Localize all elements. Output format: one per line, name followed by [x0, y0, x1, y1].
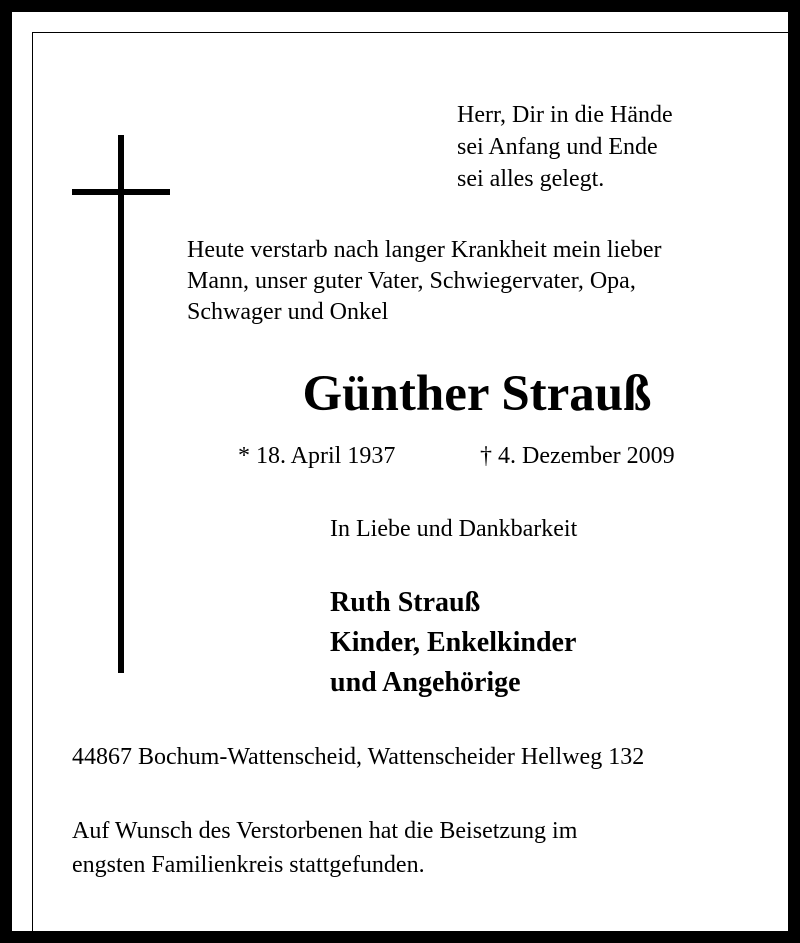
mourner-line: und Angehörige [330, 667, 521, 698]
announcement-line: Heute verstarb nach langer Krankheit mein lieber [187, 237, 662, 263]
death-date: † 4. Dezember 2009 [480, 443, 675, 469]
verse-line: sei alles gelegt. [457, 166, 605, 192]
bible-verse [457, 99, 673, 195]
announcement-line: Schwager und Onkel [187, 299, 389, 325]
mourner-line: Ruth Strauß [330, 587, 481, 618]
note-line: engsten Familienkreis stattgefunden. [72, 852, 425, 878]
family-address: 44867 Bochum-Wattenscheid, Wattenscheider Hellweg 132 [72, 744, 645, 770]
deceased-name: Günther Strauß [302, 366, 652, 422]
inner-border [32, 32, 792, 935]
dedication-text: In Liebe und Dankbarkeit [330, 516, 578, 542]
announcement-line: Mann, unser guter Vater, Schwiegervater, Opa, [187, 268, 636, 294]
mourner-line: Kinder, Enkelkinder [330, 627, 577, 658]
verse-line: Herr, Dir in die Hände [457, 102, 673, 128]
burial-note [72, 814, 577, 882]
cross-icon-horizontal-bar [72, 189, 170, 195]
death-announcement [187, 235, 661, 328]
birth-date: * 18. April 1937 [238, 443, 396, 469]
note-line: Auf Wunsch des Verstorbenen hat die Beisetzung im [72, 818, 578, 844]
mourners-list [330, 583, 576, 703]
verse-line: sei Anfang und Ende [457, 134, 658, 160]
